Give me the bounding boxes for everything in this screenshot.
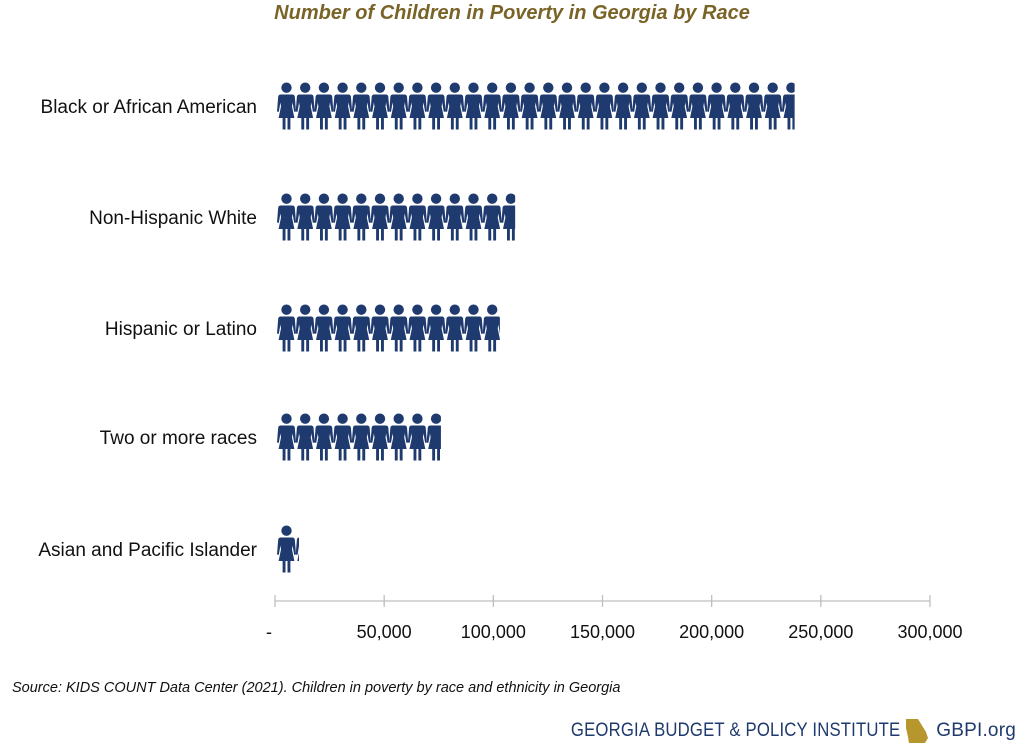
x-tick-label: - xyxy=(266,622,272,642)
person-icon xyxy=(277,414,296,461)
footer-brand xyxy=(526,718,1016,744)
person-icon xyxy=(371,305,390,352)
person-icon xyxy=(277,305,296,352)
person-icon xyxy=(408,83,427,130)
person-icon xyxy=(427,83,446,130)
person-icon xyxy=(389,83,408,130)
person-icon xyxy=(501,194,520,241)
x-tick-label: 100,000 xyxy=(460,622,526,642)
person-icon xyxy=(520,83,539,130)
bar xyxy=(277,194,520,241)
georgia-state-icon xyxy=(904,718,930,744)
person-icon xyxy=(670,83,689,130)
person-icon xyxy=(576,83,595,130)
person-icon xyxy=(688,83,707,130)
category-label: Hispanic or Latino xyxy=(104,319,257,340)
organization-name: GEORGIA BUDGET & POLICY INSTITUTE xyxy=(570,720,901,741)
website-label: GBPI.org xyxy=(936,720,1016,741)
x-tick-label: 200,000 xyxy=(679,622,745,642)
person-icon xyxy=(333,305,352,352)
chart-title: Number of Children in Poverty in Georgia by Race xyxy=(274,2,750,24)
bar xyxy=(277,414,446,461)
person-icon xyxy=(314,83,333,130)
category-label: Asian and Pacific Islander xyxy=(38,540,257,561)
person-icon xyxy=(352,305,371,352)
person-icon xyxy=(371,414,390,461)
person-icon xyxy=(726,83,745,130)
x-tick-label: 300,000 xyxy=(897,622,963,642)
x-tick-label: 150,000 xyxy=(569,622,636,642)
person-icon xyxy=(445,194,464,241)
source-note: Source: KIDS COUNT Data Center (2021). Children in poverty by race and ethnicity in Georgia xyxy=(12,680,621,696)
person-icon xyxy=(651,83,670,130)
person-icon xyxy=(483,305,502,352)
person-icon xyxy=(614,83,633,130)
person-icon xyxy=(483,83,502,130)
person-icon xyxy=(464,83,483,130)
person-icon xyxy=(464,194,483,241)
person-icon xyxy=(483,194,502,241)
person-icon xyxy=(427,414,446,461)
person-icon xyxy=(333,414,352,461)
person-icon xyxy=(558,83,577,130)
person-icon xyxy=(277,526,296,573)
person-icon xyxy=(352,83,371,130)
person-icon xyxy=(352,414,371,461)
person-icon xyxy=(277,194,296,241)
person-icon xyxy=(782,83,801,130)
person-icon xyxy=(352,194,371,241)
person-icon xyxy=(632,83,651,130)
person-icon xyxy=(707,83,726,130)
person-icon xyxy=(595,83,614,130)
person-icon xyxy=(389,305,408,352)
person-icon xyxy=(389,194,408,241)
person-icon xyxy=(445,305,464,352)
category-label: Black or African American xyxy=(40,97,257,118)
person-icon xyxy=(763,83,782,130)
person-icon xyxy=(296,414,315,461)
x-tick-label: 250,000 xyxy=(788,622,854,642)
person-icon xyxy=(277,83,296,130)
person-icon xyxy=(745,83,764,130)
person-icon xyxy=(427,194,446,241)
person-icon xyxy=(371,194,390,241)
person-icon xyxy=(296,305,315,352)
person-icon xyxy=(314,414,333,461)
bar xyxy=(277,83,801,130)
x-tick-label: 50,000 xyxy=(356,622,412,642)
person-icon xyxy=(296,83,315,130)
person-icon xyxy=(501,83,520,130)
person-icon xyxy=(314,305,333,352)
person-icon xyxy=(389,414,408,461)
bar xyxy=(277,526,315,573)
person-icon xyxy=(408,194,427,241)
person-icon xyxy=(408,414,427,461)
person-icon xyxy=(408,305,427,352)
person-icon xyxy=(371,83,390,130)
person-icon xyxy=(296,526,315,573)
person-icon xyxy=(314,194,333,241)
person-icon xyxy=(427,305,446,352)
person-icon xyxy=(296,194,315,241)
person-icon xyxy=(445,83,464,130)
person-icon xyxy=(333,194,352,241)
bar xyxy=(277,305,520,352)
category-label: Non-Hispanic White xyxy=(89,208,257,229)
person-icon xyxy=(501,305,520,352)
category-label: Two or more races xyxy=(99,428,257,449)
person-icon xyxy=(539,83,558,130)
person-icon xyxy=(464,305,483,352)
person-icon xyxy=(333,83,352,130)
